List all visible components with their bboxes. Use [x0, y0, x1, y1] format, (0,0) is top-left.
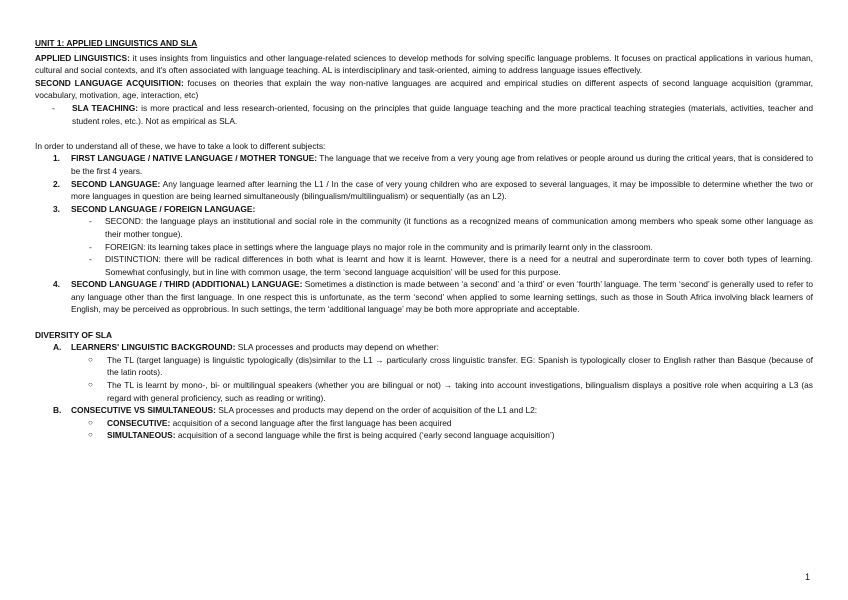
dash-marker: - — [89, 216, 92, 227]
letter-marker: A. — [53, 342, 62, 353]
list-item-text — [71, 178, 813, 203]
number-marker: 1. — [53, 153, 60, 164]
definition-sla-teaching: is more practical and less research-oriented, focusing on the principles that guide language teaching and the more practical teaching strategies (materials, activities, teacher and student roles, etc.). Not as empirical as SLA. — [72, 102, 813, 126]
sub-item-typology — [35, 354, 813, 379]
bullet-sla-teaching — [35, 102, 813, 127]
list-item-linguistic-background — [35, 341, 813, 354]
section-title-diversity: DIVERSITY OF SLA — [35, 329, 113, 340]
sub-item-text: The TL is learnt by mono-, bi- or multilingual speakers (whether you are bilingual or not) → taking into account investigations, bilingualism displays a positive role when acquiring a L3 (as regard with general proficiency, such as reading or writing). — [107, 380, 813, 403]
definition-applied-linguistics: it uses insights from linguistics and other language-related sciences to develop methods for solving specific language problems. It focuses on practical applications in various human, cultural and social contexts, and it's often associated with language teaching. AL is interdisciplinary and task-oriented, aiming to address language issues effectively. — [35, 52, 813, 76]
definition-consecutive-simultaneous: SLA processes and products may depend on the order of acquisition of the L1 and L2: — [215, 405, 538, 416]
number-marker: 4. — [53, 279, 60, 290]
term-third-language: SECOND LANGUAGE / THIRD (ADDITIONAL) LANGUAGE: — [71, 279, 303, 290]
unit-title: UNIT 1: APPLIED LINGUISTICS AND SLA — [35, 38, 198, 48]
circle-bullet-icon: ○ — [88, 354, 93, 364]
list-item-text — [71, 152, 813, 177]
term-first-language: FIRST LANGUAGE / NATIVE LANGUAGE / MOTHER TONGUE: — [71, 153, 318, 164]
term-foreign-language: SECOND LANGUAGE / FOREIGN LANGUAGE: — [71, 203, 256, 214]
sub-item-second — [35, 215, 813, 240]
definition-consecutive: acquisition of a second language after the first language has been acquired — [170, 417, 452, 428]
list-item-foreign-language — [35, 203, 813, 216]
dash-marker: - — [89, 241, 92, 252]
term-applied-linguistics: APPLIED LINGUISTICS: — [35, 52, 130, 63]
term-consecutive: CONSECUTIVE: — [107, 417, 171, 428]
bullet-text — [72, 102, 813, 127]
spacer — [35, 127, 813, 140]
sub-item-consecutive — [35, 417, 813, 430]
circle-bullet-icon: ○ — [88, 417, 93, 427]
list-item-text — [71, 341, 813, 354]
sub-item-simultaneous — [35, 429, 813, 442]
sub-item-text: FOREIGN: its learning takes place in settings where the language plays no major role in the community and is primarily learnt only in the classroom. — [105, 241, 653, 252]
sub-item-bilingualism — [35, 379, 813, 404]
list-item-consecutive-simultaneous — [35, 404, 813, 417]
definition-third-language: Sometimes a distinction is made between ‘a second’ and ‘a third’ or even ‘fourth’ language. The term ‘second’ is generally used to refer to any language other than the first language. In one respect this is unfortunate, as the term ‘second’ when applied to some learning settings, such as those in South Africa involving black learners of English, may be perceived as opprobrious. In such settings, the term ‘additional language’ may be both more appropriate and acceptable. — [71, 279, 813, 315]
sub-item-text — [107, 429, 813, 442]
paragraph-sla — [35, 77, 813, 102]
sub-item-text: The TL (target language) is linguistic typologically (dis)similar to the L1 → particularly cross linguistic transfer. EG: Spanish is typologically closer to English rather than Basque (because of the latin roots). — [107, 354, 813, 378]
intro-paragraph: In order to understand all of these, we have to take a look to different subjects: — [35, 140, 326, 151]
letter-marker: B. — [53, 405, 62, 416]
circle-bullet-icon: ○ — [88, 430, 93, 440]
term-consecutive-simultaneous: CONSECUTIVE VS SIMULTANEOUS: — [71, 405, 216, 416]
list-item-text — [71, 404, 813, 417]
term-sla-teaching: SLA TEACHING: — [72, 102, 139, 113]
term-linguistic-background: LEARNERS' LINGUISTIC BACKGROUND: — [71, 342, 236, 353]
spacer — [35, 316, 813, 329]
dash-marker: - — [89, 254, 92, 265]
circle-bullet-icon: ○ — [88, 380, 93, 390]
term-simultaneous: SIMULTANEOUS: — [107, 430, 176, 441]
definition-simultaneous: acquisition of a second language while the first is being acquired (‘early second language acquisition’) — [175, 430, 555, 441]
list-item-second-language — [35, 178, 813, 203]
term-second-language: SECOND LANGUAGE: — [71, 178, 161, 189]
dash-marker: - — [52, 102, 55, 113]
term-sla: SECOND LANGUAGE ACQUISITION: — [35, 77, 184, 88]
definition-second-language: Any language learned after learning the L1 / In the case of very young children who are exposed to several languages, it may be impossible to determine whether the two or more languages in question are being learned simultaneously (bilingualism/multilingualism) or sequentially (as an L2). — [71, 178, 813, 202]
number-marker: 3. — [53, 203, 60, 214]
sub-item-distinction — [35, 253, 813, 278]
list-item-third-language — [35, 278, 813, 316]
definition-sla: focuses on theories that explain the way non-native languages are acquired and empirical studies on different aspects of second language acquisition (grammar, vocabulary, motivation, age, interaction, etc) — [35, 77, 813, 101]
definition-first-language: The language that we receive from a very young age from relatives or people around us during the critical years, that is considered to be the first 4 years. — [71, 153, 814, 176]
list-item-text — [71, 203, 813, 216]
sub-item-text — [107, 417, 813, 430]
page-number: 1 — [804, 572, 810, 582]
list-item-text — [71, 278, 813, 316]
list-item-first-language — [35, 152, 813, 177]
paragraph-applied-linguistics — [35, 52, 813, 77]
sub-item-text: DISTINCTION: there will be radical differences in both what is learnt and how it is learnt. However, there is a need for a neutral and superordinate term to cover both types of learning. Somewhat confusingly, but in line with common usage, the term ‘second language acquisition’ will be used for this purpose. — [105, 254, 813, 277]
document-body — [35, 37, 813, 442]
definition-linguistic-background: SLA processes and products may depend on whether: — [235, 342, 439, 353]
sub-item-text: SECOND: the language plays an institutional and social role in the community (it functions as a recognized means of communication among members who speak some other language as their mother tongue). — [105, 216, 813, 239]
sub-item-foreign — [35, 241, 813, 254]
number-marker: 2. — [53, 178, 60, 189]
